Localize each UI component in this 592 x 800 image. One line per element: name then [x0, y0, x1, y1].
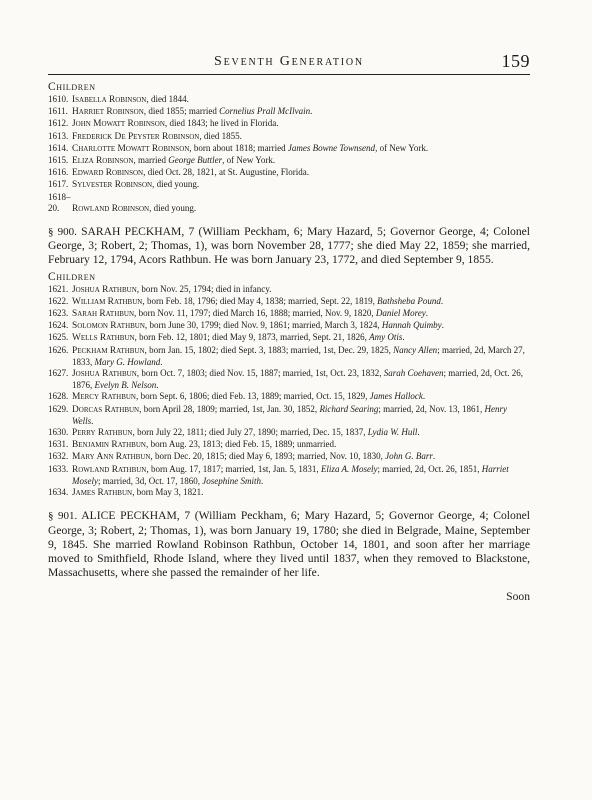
children-heading-robinson: Children: [48, 81, 96, 93]
child-name: William Rathbun,: [72, 296, 145, 307]
child-name: Solomon Rathbun,: [72, 321, 148, 332]
child-entry: [48, 131, 530, 143]
child-name: Eliza Robinson,: [72, 156, 136, 167]
entry-text: born Sept. 6, 1806; died Feb. 13, 1889; married, Oct. 15, 1829,: [138, 391, 370, 402]
child-entry: [48, 320, 530, 332]
child-name: Perry Rathbun,: [72, 428, 135, 439]
child-name: Charlotte Mowatt Robinson,: [72, 143, 192, 154]
entry-text: .: [417, 427, 420, 438]
children-list-rathbun: [48, 284, 530, 500]
entry-text: .: [156, 380, 159, 391]
entry-text: .: [160, 356, 163, 367]
entry-number: 1616.: [48, 167, 69, 178]
children-heading-rathbun: Children: [48, 270, 96, 283]
child-entry: [48, 345, 530, 368]
child-entry: [48, 391, 530, 403]
child-entry: [48, 427, 530, 439]
entry-text: .: [91, 415, 94, 426]
child-name: Mary Ann Rathbun,: [72, 452, 153, 463]
child-name: Edward Robinson,: [72, 168, 146, 179]
spouse-name: Nancy Allen: [393, 344, 438, 355]
child-name: Rowland Rathbun,: [72, 464, 149, 475]
entry-number: 1610.: [48, 94, 69, 104]
section-text: SARAH PECKHAM, 7 (William Peckham, 6; Mary Hazard, 5; Governor George, 4; Colonel George, 3; Robert, 2; Thomas, 1), was born November 28, 1777; she died May 22, 1859; she married, February 12, 1794, Acors Rathbun. He was born January 23, 1772, and died September 9, 1855.: [48, 225, 530, 267]
section-number: § 900.: [48, 226, 77, 239]
entry-number: 1617.: [48, 179, 69, 190]
entry-number: 1623.: [48, 308, 69, 319]
spouse-name: Cornelius Prall McIlvain: [219, 106, 311, 117]
entry-text: born Feb. 12, 1801; died May 9, 1873, married, Sept. 21, 1826,: [136, 332, 370, 343]
entry-text: .: [440, 295, 444, 306]
spouse-name: Hannah Quimby: [381, 320, 442, 331]
child-entry: [48, 296, 530, 308]
entry-number: 1630.: [48, 427, 69, 438]
child-name: Benjamin Rathbun,: [72, 440, 149, 451]
child-name: Dorcas Rathbun,: [72, 404, 142, 415]
entry-number: 1633.: [48, 463, 69, 474]
child-entry: [48, 332, 530, 344]
entry-text: born Oct. 7, 1803; died Nov. 15, 1887; married, 1st, Oct. 23, 1832,: [139, 368, 384, 379]
child-name: Mercy Rathbun,: [72, 392, 139, 403]
child-name: John Mowatt Robinson,: [72, 119, 168, 130]
child-name: Sarah Rathbun,: [72, 309, 137, 320]
catchword: Soon: [506, 590, 530, 604]
entry-text: born July 22, 1811; died July 27, 1890; married, Dec. 15, 1837,: [134, 427, 368, 438]
child-entry: [48, 167, 530, 179]
child-name: Joshua Rathbun,: [72, 284, 140, 295]
entry-number: 1622.: [48, 295, 69, 306]
entry-text: born Nov. 11, 1797; died March 16, 1888; married, Nov. 9, 1820,: [136, 308, 376, 319]
entry-text: .: [432, 451, 436, 462]
entry-number: 1625.: [48, 332, 69, 343]
spouse-name: James Hallock: [369, 391, 423, 402]
spouse-name: Bathsheba Pound: [377, 295, 441, 306]
child-entry: [48, 487, 530, 499]
entry-number: 1611.: [48, 106, 68, 117]
entry-text: , of New York.: [375, 142, 429, 153]
spouse-name: John G. Barr: [385, 451, 433, 462]
entry-text: died 1844.: [148, 94, 189, 104]
entry-number: 1615.: [48, 155, 69, 166]
spouse-name: Harriet Mosely: [72, 463, 509, 486]
entry-number: 1613.: [48, 130, 69, 141]
entry-number: 1626.: [48, 344, 69, 355]
entry-text: died 1855.: [201, 130, 242, 141]
entry-text: ; married, 2d, Oct. 26, 1851,: [377, 463, 482, 474]
child-name: Joshua Rathbun,: [72, 369, 140, 380]
entry-number: 1631.: [48, 439, 69, 450]
child-entry: [48, 155, 530, 167]
entry-text: died young.: [154, 179, 200, 190]
entry-number: 1632.: [48, 451, 69, 462]
entry-text: born Jan. 15, 1802; died Sept. 3, 1883; married, 1st, Dec. 29, 1825,: [146, 344, 394, 355]
page-content: [48, 78, 530, 603]
child-entry: [48, 143, 530, 155]
child-name: Wells Rathbun,: [72, 333, 137, 344]
child-entry: [48, 404, 530, 427]
child-entry: [48, 368, 530, 391]
entry-text: born June 30, 1799; died Nov. 9, 1861; married, March 3, 1824,: [147, 320, 382, 331]
entry-text: born May 3, 1821.: [134, 487, 204, 498]
entry-text: .: [402, 332, 405, 343]
entry-text: born Dec. 20, 1815; died May 6, 1893; married, Nov. 10, 1830,: [152, 451, 386, 462]
entry-text: ; married, 2d, Oct. 26, 1876,: [72, 368, 523, 391]
spouse-name: George Buttler: [168, 155, 223, 166]
spouse-name: Amy Otis: [369, 332, 403, 343]
child-name: Isabella Robinson,: [72, 95, 149, 105]
child-name: Harriet Robinson,: [72, 107, 147, 118]
entry-text: ; married, 3d, Oct. 17, 1860,: [98, 475, 203, 486]
spouse-name: Sarah Coehaven: [383, 368, 444, 379]
entry-number: 1634.: [48, 487, 69, 498]
spouse-name: Josephine Smith: [202, 475, 261, 486]
child-name: Rowland Robinson,: [72, 203, 152, 214]
entry-text: born Feb. 18, 1796; died May 4, 1838; married, Sept. 22, 1819,: [144, 295, 378, 306]
child-entry: [48, 192, 530, 215]
spouse-name: Eliza A. Mosely: [320, 463, 378, 474]
child-entry: [48, 179, 530, 191]
section-text: ALICE PECKHAM, 7 (William Peckham, 6; Mary Hazard, 5; Governor George, 4; Colonel George, 3; Robert, 2; Thomas, 1), was born January 19, 1780; she died in Belgrade, Maine, September 9, 1845. She married Rowland Robinson Rathbun, October 14, 1801, and soon after her marriage moved to Smithfield, Rhode Island, where they lived until 1837, when they removed to Blackstone, Massachusetts, where she passed the remainder of her life.: [48, 509, 530, 580]
page-number: 159: [501, 51, 530, 71]
entry-text: , of New York.: [222, 155, 276, 166]
child-entry: [48, 451, 530, 463]
child-entry: [48, 308, 530, 320]
entry-text: born about 1818; married: [191, 142, 288, 153]
entry-text: died Oct. 28, 1821, at St. Augustine, Florida.: [145, 167, 309, 178]
running-header: [48, 52, 530, 75]
section-901: [48, 509, 530, 580]
spouse-name: James Bowne Townsend: [287, 142, 376, 153]
entry-number: 1629.: [48, 403, 69, 414]
spouse-name: Mary G. Howland: [94, 356, 161, 367]
entry-text: died 1855; married: [146, 106, 220, 117]
entry-text: .: [425, 308, 429, 319]
spouse-name: Evelyn B. Nelson: [94, 380, 157, 391]
entry-text: ; married, 2d, Nov. 13, 1861,: [378, 403, 485, 414]
entry-text: .: [441, 320, 444, 331]
child-name: James Rathbun,: [72, 488, 135, 499]
entry-number: 1621.: [48, 283, 69, 294]
entry-text: born Aug. 23, 1813; died Feb. 15, 1889; unmarried.: [148, 439, 337, 450]
entry-number: 1618–20.: [48, 191, 71, 213]
children-list-robinson: [48, 94, 530, 215]
entry-text: born Aug. 17, 1817; married, 1st, Jan. 5, 1831,: [148, 463, 321, 474]
entry-number: 1612.: [48, 118, 69, 129]
entry-text: died young.: [151, 202, 197, 213]
spouse-name: Lydia W. Hull: [367, 427, 418, 438]
child-entry: [48, 284, 530, 296]
entry-number: 1614.: [48, 142, 69, 153]
entry-text: born Nov. 25, 1794; died in infancy.: [139, 283, 272, 294]
section-900: [48, 225, 530, 268]
entry-text: ; married, 2d, March 27, 1833,: [72, 344, 525, 367]
child-name: Frederick De Peyster Robinson,: [72, 131, 202, 142]
entry-text: married: [135, 155, 169, 166]
entry-text: .: [260, 475, 264, 486]
child-entry: [48, 106, 530, 118]
child-entry: [48, 439, 530, 451]
entry-text: died 1843; he lived in Florida.: [167, 118, 279, 129]
entry-text: .: [422, 391, 426, 402]
child-name: Sylvester Robinson,: [72, 180, 155, 191]
child-entry: [48, 464, 530, 487]
entry-number: 1624.: [48, 320, 69, 331]
child-entry: [48, 118, 530, 130]
spouse-name: Henry Wells: [72, 403, 508, 426]
entry-text: .: [310, 106, 313, 117]
spouse-name: Daniel Morey: [375, 308, 426, 319]
header-title: Seventh Generation: [214, 54, 364, 69]
entry-text: born April 28, 1809; married, 1st, Jan. 30, 1852,: [141, 403, 320, 414]
child-entry: [48, 94, 530, 106]
section-number: § 901.: [48, 510, 78, 523]
entry-number: 1627.: [48, 368, 69, 379]
entry-number: 1628.: [48, 391, 69, 402]
spouse-name: Richard Searing: [319, 403, 379, 414]
child-name: Peckham Rathbun,: [72, 345, 147, 356]
